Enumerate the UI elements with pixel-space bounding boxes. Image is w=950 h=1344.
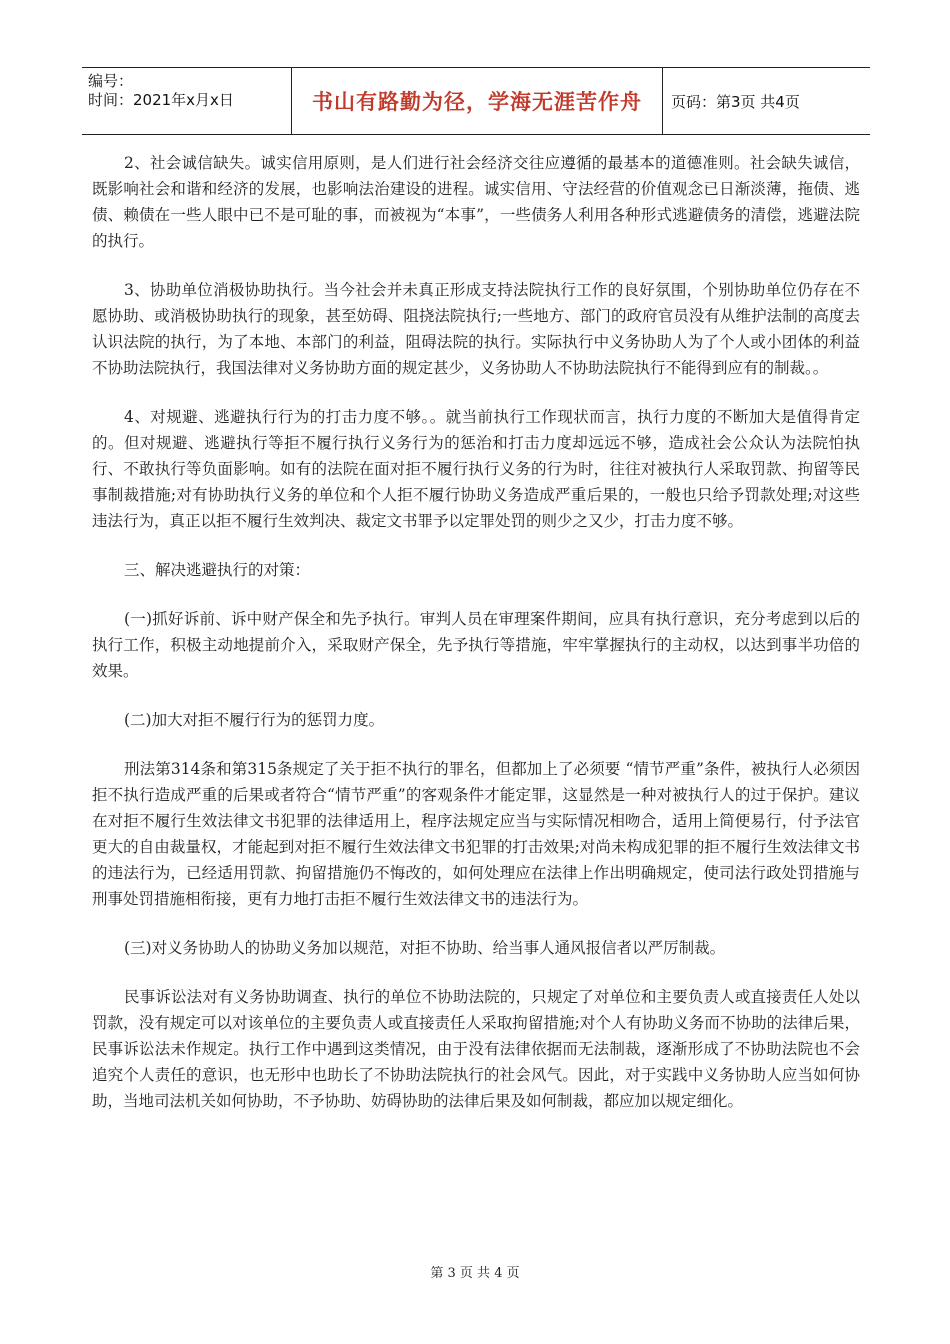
subheading-assistance-duty: (三)对义务协助人的协助义务加以规范，对拒不协助、给当事人通风报信者以严厉制裁。	[124, 939, 726, 957]
document-time-label: 时间：2021年x月x日	[88, 91, 234, 109]
paragraph-credit-loss: 2、社会诚信缺失。诚实信用原则，是人们进行社会经济交往应遵循的最基本的道德准则。社会缺失诚信，既影响社会和谐和经济的发展，也影响法治建设的进程。诚实信用、守法经营的价值观念已日渐淡薄，拖债、逃债、赖债在一些人眼中已不是可耻的事，而被视为“本事”，一些债务人利用各种形式逃避债务的清偿，逃避法院的执行。	[92, 154, 860, 250]
paragraph-civil-procedure: 民事诉讼法对有义务协助调查、执行的单位不协助法院的，只规定了对单位和主要负责人或直接责任人处以罚款，没有规定可以对该单位的主要负责人或直接责任人采取拘留措施;对个人有协助义务而不协助的法律后果，民事诉讼法未作规定。执行工作中遇到这类情况，由于没有法律依据而无法制裁，逐渐形成了不协助法院也不会追究个人责任的意识，也无形中也助长了不协助法院执行的社会风气。因此，对于实践中义务协助人应当如何协助，当地司法机关如何协助，不予协助、妨碍协助的法律后果及如何制裁，都应加以规定细化。	[92, 988, 860, 1110]
document-number-label: 编号：	[88, 72, 134, 90]
header-motto: 书山有路勤为径，学海无涯苦作舟	[292, 68, 663, 134]
paragraph-criminal-law: 刑法第314条和第315条规定了关于拒不执行的罪名，但都加上了必须要 “情节严重”条件，被执行人必须因拒不执行造成严重的后果或者符合“情节严重”的客观条件才能定罪，这显然是一种对被执行人的过于保护。建议在对拒不履行生效法律文书犯罪的法律适用上，程序法规定应当与实际情况相吻合，适用上简便易行，付予法官更大的自由裁量权，才能起到对拒不履行生效法律文书犯罪的打击效果;对尚未构成犯罪的拒不履行生效法律文书的违法行为，已经适用罚款、拘留措施仍不悔改的，如何处理应在法律上作出明确规定，使司法行政处罚措施与刑事处罚措施相衔接，更有力地打击拒不履行生效法律文书的违法行为。	[92, 760, 860, 908]
page-footer: 第 3 页 共 4 页	[430, 1266, 520, 1281]
section-heading-countermeasures: 三、解决逃避执行的对策：	[124, 561, 311, 579]
paragraph-weak-enforcement: 4、对规避、逃避执行行为的打击力度不够。。就当前执行工作现状而言，执行力度的不断加大是值得肯定的。但对规避、逃避执行等拒不履行执行义务行为的惩治和打击力度却远远不够，造成社会公众认为法院怕执行、不敢执行等负面影响。如有的法院在面对拒不履行执行义务的行为时，往往对被执行人采取罚款、拘留等民事制裁措施;对有协助执行义务的单位和个人拒不履行协助义务造成严重后果的，一般也只给予罚款处理;对这些违法行为，真正以拒不履行生效判决、裁定文书罪予以定罪处罚的则少之又少，打击力度不够。	[92, 408, 860, 530]
header-meta	[82, 68, 292, 134]
document-body	[92, 150, 860, 1137]
page-header	[82, 67, 870, 135]
subheading-punishment: (二)加大对拒不履行行为的惩罚力度。	[124, 711, 385, 729]
paragraph-preservation: (一)抓好诉前、诉中财产保全和先予执行。审判人员在审理案件期间，应具有执行意识，充分考虑到以后的执行工作，积极主动地提前介入，采取财产保全，先予执行等措施，牢牢掌握执行的主动权，以达到事半功倍的效果。	[92, 610, 860, 680]
header-page-code: 页码：第3页 共4页	[671, 92, 800, 111]
paragraph-passive-assistance: 3、协助单位消极协助执行。当今社会并未真正形成支持法院执行工作的良好氛围，个别协助单位仍存在不愿协助、或消极协助执行的现象，甚至妨碍、阻挠法院执行;一些地方、部门的政府官员没有从维护法制的高度去认识法院的执行，为了本地、本部门的利益，阻碍法院的执行。实际执行中义务协助人为了个人或小团体的利益不协助法院执行，我国法律对义务协助方面的规定甚少，义务协助人不协助法院执行不能得到应有的制裁。。	[92, 281, 860, 377]
